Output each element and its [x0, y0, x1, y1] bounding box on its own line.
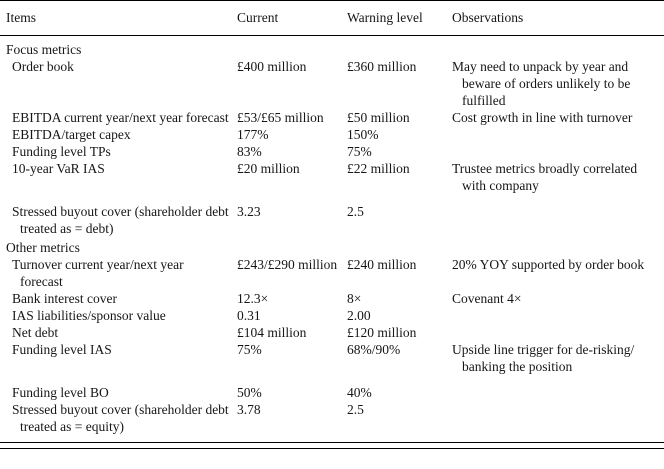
cell-item: Stressed buyout cover (shareholder debt treated as = debt): [12, 204, 229, 236]
table-body: [0, 36, 664, 435]
cell-observations: Covenant 4×: [452, 291, 522, 306]
cell-item: IAS liabilities/sponsor value: [12, 308, 166, 323]
table-row: [0, 324, 664, 341]
cell-warning: 2.00: [347, 308, 371, 323]
cell-current: £20 million: [237, 161, 300, 176]
column-header-warning-level: Warning level: [347, 10, 423, 25]
cell-item: Net debt: [12, 325, 59, 340]
table-row: [0, 290, 664, 307]
table-header-row: [0, 1, 664, 36]
cell-current: 177%: [237, 127, 269, 142]
section-title-other-metrics: Other metrics: [6, 240, 80, 255]
cell-warning: 8×: [347, 291, 362, 306]
column-header-observations: Observations: [452, 10, 524, 25]
cell-item: Turnover current year/next year forecast: [12, 257, 184, 289]
cell-item: Bank interest cover: [12, 291, 117, 306]
cell-warning: £50 million: [347, 110, 410, 125]
cell-current: £400 million: [237, 59, 307, 74]
table-row: [0, 126, 664, 143]
cell-item: EBITDA current year/next year forecast: [12, 110, 229, 125]
table-row: [0, 401, 664, 435]
table-row: [0, 256, 664, 290]
table-row: [0, 109, 664, 126]
cell-observations: Cost growth in line with turnover: [452, 110, 633, 125]
cell-warning: 2.5: [347, 204, 364, 219]
cell-current: 75%: [237, 342, 262, 357]
table-row: [0, 203, 664, 237]
cell-item: 10-year VaR IAS: [12, 161, 105, 176]
column-header-items: Items: [6, 10, 36, 25]
cell-warning: £360 million: [347, 59, 417, 74]
cell-current: £53/£65 million: [237, 110, 324, 125]
table-row: [0, 143, 664, 160]
cell-current: 0.31: [237, 308, 261, 323]
cell-warning: 68%/90%: [347, 342, 401, 357]
cell-current: 3.23: [237, 204, 261, 219]
bottom-double-rule: [0, 442, 664, 449]
cell-warning: 2.5: [347, 402, 364, 417]
cell-current: 83%: [237, 144, 262, 159]
cell-warning: 150%: [347, 127, 379, 142]
table-row: [0, 58, 664, 109]
cell-current: £104 million: [237, 325, 307, 340]
cell-item: Funding level IAS: [12, 342, 112, 357]
cell-observations: 20% YOY supported by order book: [452, 257, 645, 272]
cell-observations: Upside line trigger for de-risking/ banking the position: [452, 342, 635, 374]
cell-item: Funding level BO: [12, 385, 109, 400]
cell-item: Stressed buyout cover (shareholder debt treated as = equity): [12, 402, 229, 434]
table-row: [0, 307, 664, 324]
table-row: [0, 160, 664, 194]
table-row: [0, 384, 664, 401]
cell-warning: 75%: [347, 144, 372, 159]
cell-warning: 40%: [347, 385, 372, 400]
cell-item: Funding level TPs: [12, 144, 111, 159]
cell-current: 3.78: [237, 402, 261, 417]
table-row: [0, 341, 664, 375]
cell-observations: Trustee metrics broadly correlated with company: [452, 161, 638, 193]
cell-warning: £120 million: [347, 325, 417, 340]
cell-current: 12.3×: [237, 291, 269, 306]
cell-warning: £240 million: [347, 257, 417, 272]
cell-item: Order book: [12, 59, 74, 74]
cell-warning: £22 million: [347, 161, 410, 176]
cell-observations: May need to unpack by year and beware of orders unlikely to be fulfilled: [452, 59, 631, 108]
section-title-focus-metrics: Focus metrics: [6, 42, 82, 57]
cell-item: EBITDA/target capex: [12, 127, 131, 142]
cell-current: £243/£290 million: [237, 257, 338, 272]
cell-current: 50%: [237, 385, 262, 400]
column-header-current: Current: [237, 10, 279, 25]
